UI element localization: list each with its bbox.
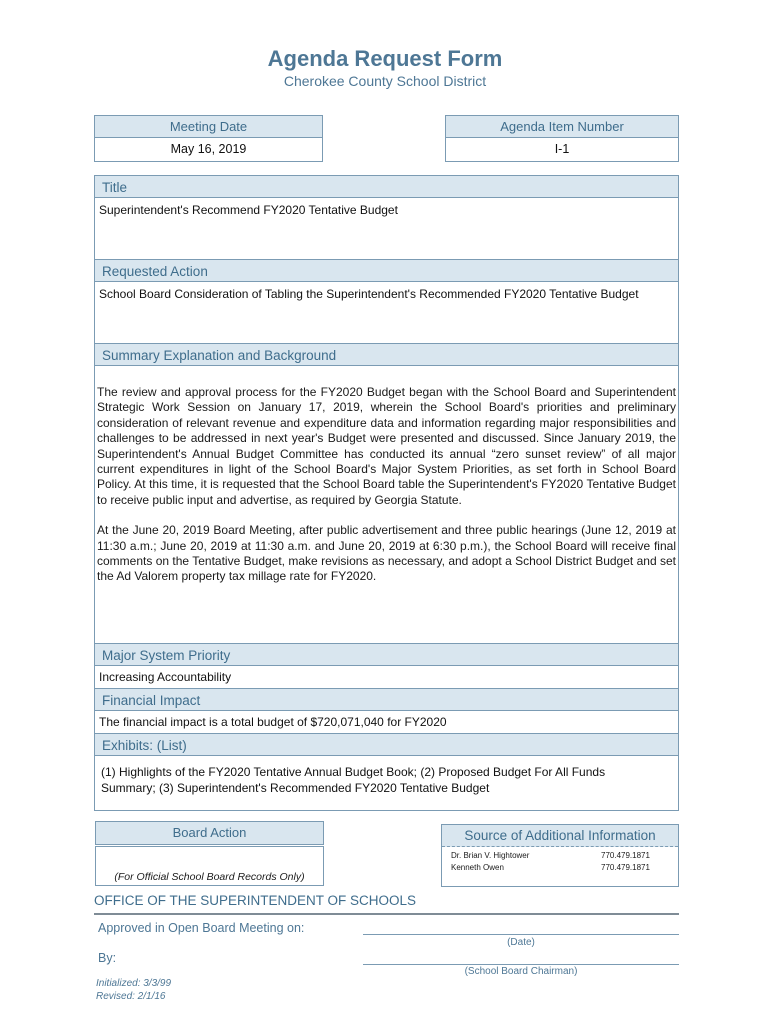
office-heading: OFFICE OF THE SUPERINTENDENT OF SCHOOLS xyxy=(94,893,679,915)
meeting-date-box xyxy=(94,115,323,162)
exhibits-line-2: Summary; (3) Superintendent's Recommended FY2020 Tentative Budget xyxy=(101,780,490,795)
chairman-signature-line[interactable] xyxy=(363,964,679,965)
date-signature-line[interactable] xyxy=(363,934,679,935)
priority-section xyxy=(94,643,679,689)
priority-text: Increasing Accountability xyxy=(99,670,232,684)
date-label: (Date) xyxy=(507,937,535,948)
requested-action-section xyxy=(94,259,679,344)
board-action-label: Board Action xyxy=(172,825,247,840)
meeting-date-value: May 16, 2019 xyxy=(170,142,247,156)
source-box xyxy=(441,824,679,887)
requested-action-heading: Requested Action xyxy=(95,259,678,282)
summary-section xyxy=(94,343,679,644)
source-label: Source of Additional Information xyxy=(442,825,678,847)
source-contact-2 xyxy=(451,863,671,872)
title-section-heading: Title xyxy=(95,175,678,198)
agenda-item-box xyxy=(445,115,679,162)
source-contact-2-phone: 770.479.1871 xyxy=(601,863,650,872)
requested-action-text: School Board Consideration of Tabling the Superintendent's Recommended FY2020 Tentative Budget xyxy=(99,287,639,301)
source-contact-1-phone: 770.479.1871 xyxy=(601,851,650,860)
source-contact-1-name: Dr. Brian V. Hightower xyxy=(451,851,530,860)
summary-paragraph-2: At the June 20, 2019 Board Meeting, after public advertisement and three public hearings (June 12, 2019 at 11:30 a.m.; June 20, 2019 at 11:30 a.m. and June 20, 2019 at 6:30 p.m.), the School Board will receive final comments on the Tentative Budget, make revisions as necessary, and adopt a School District Budget and set the Ad Valorem property tax millage rate for FY2020. xyxy=(97,523,676,584)
initialized-date: Initialized: 3/3/99 xyxy=(96,978,172,989)
financial-heading: Financial Impact xyxy=(95,688,678,711)
title-section-text: Superintendent's Recommend FY2020 Tentative Budget xyxy=(99,203,398,217)
financial-text: The financial impact is a total budget of $720,071,040 for FY2020 xyxy=(99,715,447,729)
approved-label: Approved in Open Board Meeting on: xyxy=(98,921,305,935)
exhibits-heading: Exhibits: (List) xyxy=(95,733,678,756)
board-action-header xyxy=(95,821,324,845)
chairman-label: (School Board Chairman) xyxy=(464,966,578,977)
revised-date: Revised: 2/1/16 xyxy=(96,991,166,1002)
source-contact-2-name: Kenneth Owen xyxy=(451,863,504,872)
source-contact-1 xyxy=(451,851,671,860)
agenda-item-value: I-1 xyxy=(554,142,570,156)
district-name: Cherokee County School District xyxy=(283,73,487,89)
form-title: Agenda Request Form xyxy=(267,46,503,71)
exhibits-section xyxy=(94,733,679,811)
financial-section xyxy=(94,688,679,734)
priority-heading: Major System Priority xyxy=(95,643,678,666)
summary-heading: Summary Explanation and Background xyxy=(95,343,678,366)
title-section xyxy=(94,175,679,260)
meeting-date-label: Meeting Date xyxy=(95,116,322,138)
exhibits-line-1: (1) Highlights of the FY2020 Tentative Annual Budget Book; (2) Proposed Budget For All Funds xyxy=(101,765,606,779)
summary-paragraph-1: The review and approval process for the FY2020 Budget began with the School Board and Superintendent Strategic Work Session on January 17, 2019, wherein the School Board's priorities and preliminary consideration of relevant revenue and expenditure data and information regarding major responsibilities and challenges to be addressed in next year's Budget were presented and discussed. Since January 2019, the Superintendent's Annual Budget Committee has conducted its annual “zero sunset review” of all major current expenditures in light of the School Board's Major System Priorities, as set forth in School Board Policy. At this time, it is requested that the School Board table the Superintendent's FY2020 Tentative Budget to receive public input and advertise, as required by Georgia Statute. xyxy=(97,385,676,507)
board-action-box xyxy=(95,846,324,886)
board-action-note: (For Official School Board Records Only) xyxy=(114,871,305,883)
by-label: By: xyxy=(98,951,117,965)
agenda-item-label: Agenda Item Number xyxy=(446,116,678,138)
